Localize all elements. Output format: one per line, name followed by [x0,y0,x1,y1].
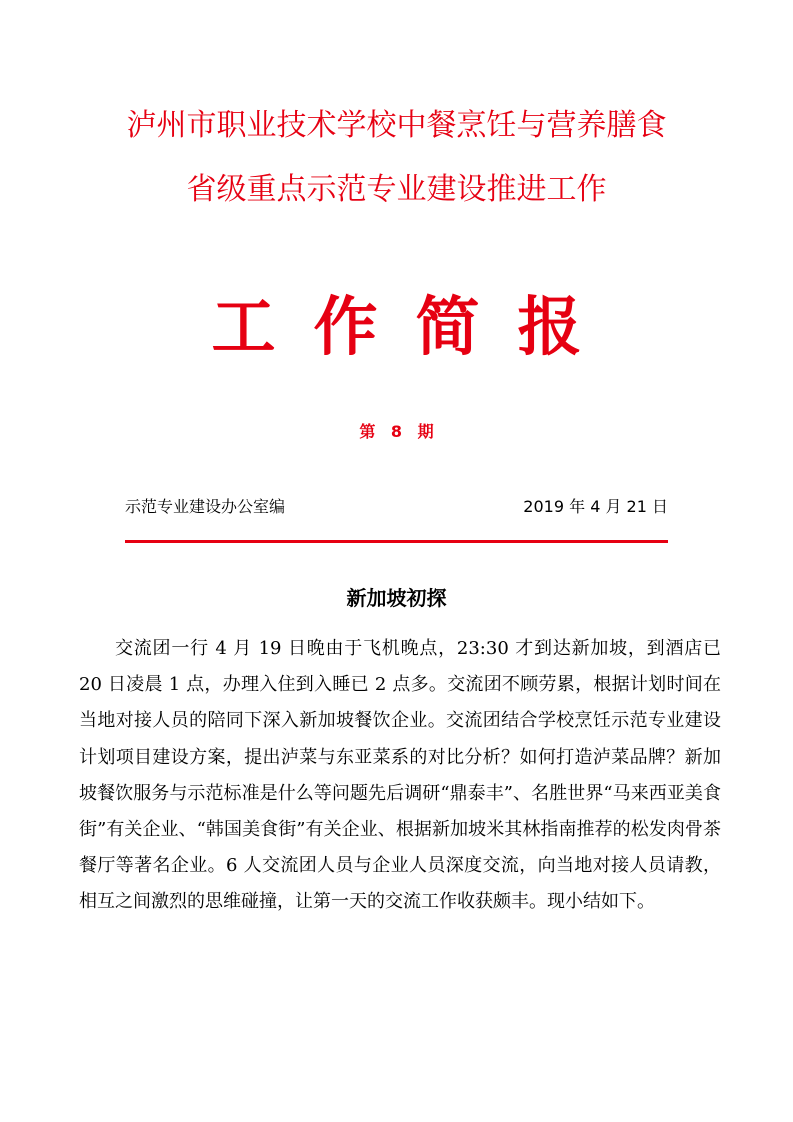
masthead-work-bulletin: 工作简报 [211,291,620,365]
issue-number: 第 8 期 [359,422,434,441]
article-body-paragraph: 交流团一行 4 月 19 日晚由于飞机晚点，23:30 才到达新加坡，到酒店已 20 日凌晨 1 点，办理入住到入睡已 2 点多。交流团不顾劳累，根据计划时间在当地对接人员的陪同下深入新加坡餐饮企业。交流团结合学校烹饪示范专业建设计划项目建设方案，提出泸菜与东亚菜系的对比分析？如何打造泸菜品牌？新加坡餐饮服务与示范标准是什么等问题先后调研“鼎泰丰”、名胜世界“马来西亚美食街”有关企业、“韩国美食街”有关企业、根据新加坡米其林指南推荐的松发肉骨茶餐厅等著名企业。6 人交流团人员与企业人员深度交流，向当地对接人员请教，相互之间激烈的思维碰撞，让第一天的交流工作收获颇丰。现小结如下。 [79,638,721,913]
article-title: 新加坡初探 [346,586,447,610]
bulletin-title-line-2: 省级重点示范专业建设推进工作 [186,172,607,207]
editor-office: 示范专业建设办公室编 [125,497,286,516]
red-divider-line [125,540,668,543]
publish-date: 2019 年 4 月 21 日 [523,497,668,516]
bulletin-title-line-1: 泸州市职业技术学校中餐烹饪与营养膳食 [126,108,667,143]
